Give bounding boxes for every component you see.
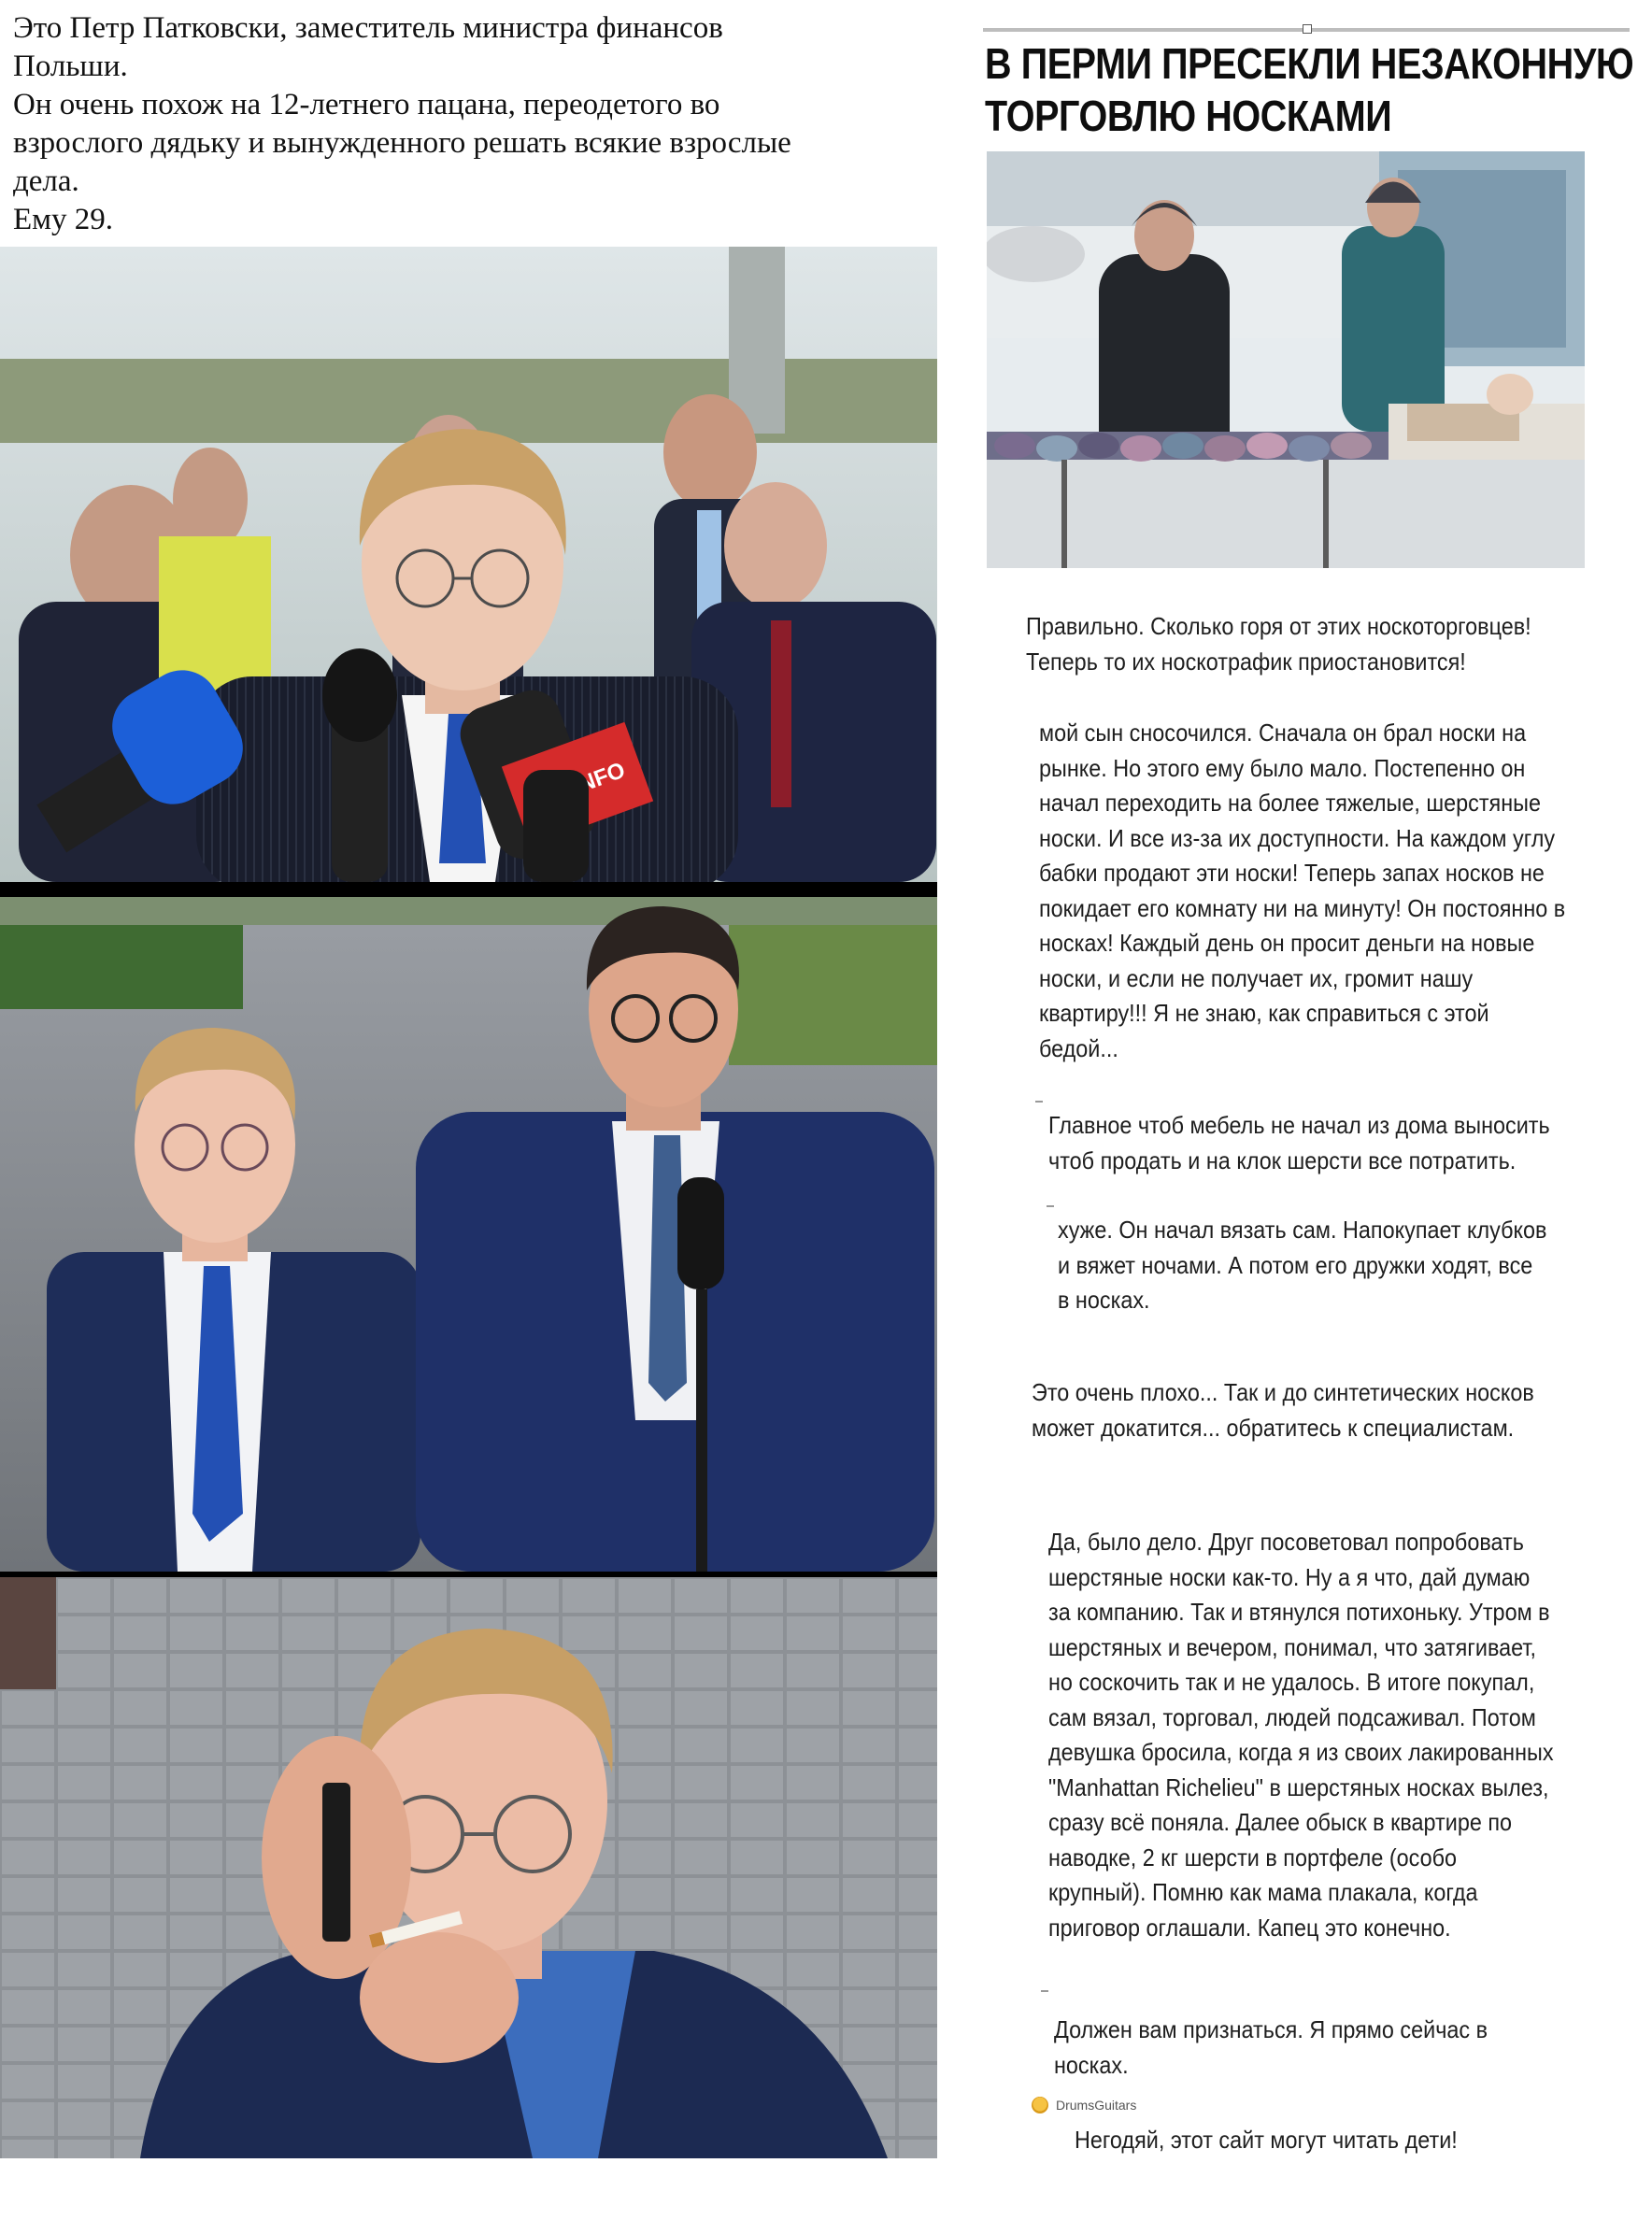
selection-handle bbox=[1303, 24, 1312, 34]
comment bbox=[1048, 1525, 1554, 1945]
comment-line: покидает его комнату ни на минуту! Он постоянно в bbox=[1039, 893, 1566, 922]
comment-line: носках! Каждый день он просит деньги на новые bbox=[1039, 929, 1535, 957]
comment-line: Главное чтоб мебель не начал из дома выносить bbox=[1048, 1111, 1550, 1139]
comment bbox=[1075, 2123, 1458, 2158]
intro-line: Он очень похож на 12-летнего пацана, переодетого во bbox=[13, 88, 720, 121]
intro-line: Это Петр Патковски, заместитель министра финансов bbox=[13, 11, 723, 45]
comment-line: Да, было дело. Друг посоветовал попробовать bbox=[1048, 1528, 1524, 1556]
comment bbox=[1032, 1375, 1534, 1445]
comment-author[interactable] bbox=[1032, 2097, 1136, 2113]
user-avatar-icon bbox=[1032, 2097, 1048, 2113]
comment bbox=[1058, 1213, 1546, 1318]
comment bbox=[1048, 1108, 1550, 1178]
intro-caption bbox=[13, 9, 929, 239]
comment-line: носки. И все из-за их доступности. На каждом углу bbox=[1039, 823, 1556, 852]
sock-market-photo bbox=[987, 151, 1585, 568]
comment-marker bbox=[1047, 1205, 1054, 1207]
comment-line: крупный). Помню как мама плакала, когда bbox=[1048, 1878, 1478, 1906]
comment-line: за компанию. Так и втянулся потихоньку. Утром в bbox=[1048, 1598, 1550, 1626]
comment-line: чтоб продать и на клок шерсти все потратить. bbox=[1048, 1146, 1517, 1174]
comment-line: бабки продают эти носки! Теперь запах носков не bbox=[1039, 859, 1545, 887]
comment-line: приговор оглашали. Капец это конечно. bbox=[1048, 1913, 1451, 1942]
comment-line: "Manhattan Richelieu" в шерстяных носках вылез, bbox=[1048, 1772, 1549, 1801]
photo-divider bbox=[0, 882, 937, 897]
comment-line: шерстяных и вечером, понимал, что затягивает, bbox=[1048, 1632, 1536, 1661]
intro-line: дела. bbox=[13, 164, 79, 198]
comment-line: в носках. bbox=[1058, 1286, 1150, 1314]
comment-line: хуже. Он начал вязать сам. Напокупает клубков bbox=[1058, 1216, 1547, 1244]
comment-line: носки, и если не получает их, громит нашу bbox=[1039, 963, 1474, 992]
username: DrumsGuitars bbox=[1056, 2098, 1137, 2113]
mic-tvp-label: INFO bbox=[569, 757, 629, 800]
comment-line: сам вязал, торговал, людей подсаживал. Потом bbox=[1048, 1702, 1536, 1731]
headline-line: В ПЕРМИ ПРЕСЕКЛИ НЕЗАКОННУЮ bbox=[985, 39, 1634, 88]
comment-line: бедой... bbox=[1039, 1033, 1118, 1062]
comment-line: сразу всё поняла. Далее обыск в квартире по bbox=[1048, 1808, 1513, 1836]
comment-line: и вяжет ночами. А потом его дружки ходят, все bbox=[1058, 1250, 1533, 1279]
comment-marker bbox=[1041, 1990, 1048, 1992]
headline-line: ТОРГОВЛЮ НОСКАМИ bbox=[985, 92, 1392, 140]
comment-line: может докатится... обратитесь к специалистам. bbox=[1032, 1413, 1515, 1442]
comment bbox=[1039, 716, 1565, 1066]
comment-line: Это очень плохо... Так и до синтетических носков bbox=[1032, 1378, 1534, 1406]
comment bbox=[1026, 609, 1531, 679]
comment-line: наводке, 2 кг шерсти в портфеле (особо bbox=[1048, 1843, 1458, 1871]
comment-line: Должен вам признаться. Я прямо сейчас в bbox=[1054, 2015, 1488, 2043]
comment-line: квартиру!!! Я не знаю, как справиться с этой bbox=[1039, 999, 1489, 1027]
comment-line: носках. bbox=[1054, 2050, 1129, 2079]
comment bbox=[1054, 2013, 1488, 2083]
news-meme-column bbox=[981, 0, 1652, 2220]
comment-line: девушка бросила, когда я из своих лакированных bbox=[1048, 1738, 1554, 1766]
intro-line: Ему 29. bbox=[13, 203, 114, 236]
press-conference-photo bbox=[0, 247, 937, 882]
intro-line: Польши. bbox=[13, 50, 128, 83]
intro-line: взрослого дядьку и вынужденного решать всякие взрослые bbox=[13, 126, 791, 160]
comment-line: Правильно. Сколько горя от этих носкоторговцев! bbox=[1026, 612, 1531, 640]
comment-line: но соскочить так и не удалось. В итоге покупал, bbox=[1048, 1668, 1535, 1696]
comment-line: Теперь то их носкотрафик приостановится! bbox=[1026, 647, 1466, 676]
comment-line: шерстяные носки как-то. Ну а я что, дай думаю bbox=[1048, 1562, 1531, 1591]
comment-line: Негодяй, этот сайт могут читать дети! bbox=[1075, 2126, 1458, 2154]
comment-line: начал переходить на более тяжелые, шерстяные bbox=[1039, 789, 1541, 817]
news-headline bbox=[985, 37, 1634, 142]
comment-marker bbox=[1035, 1101, 1043, 1103]
smoking-man-photo bbox=[0, 1577, 937, 2158]
two-men-road-photo bbox=[0, 897, 937, 1572]
comment-line: рынке. Но этого ему было мало. Постепенно он bbox=[1039, 753, 1526, 782]
comment-line: мой сын сносочился. Сначала он брал носки на bbox=[1039, 719, 1527, 747]
